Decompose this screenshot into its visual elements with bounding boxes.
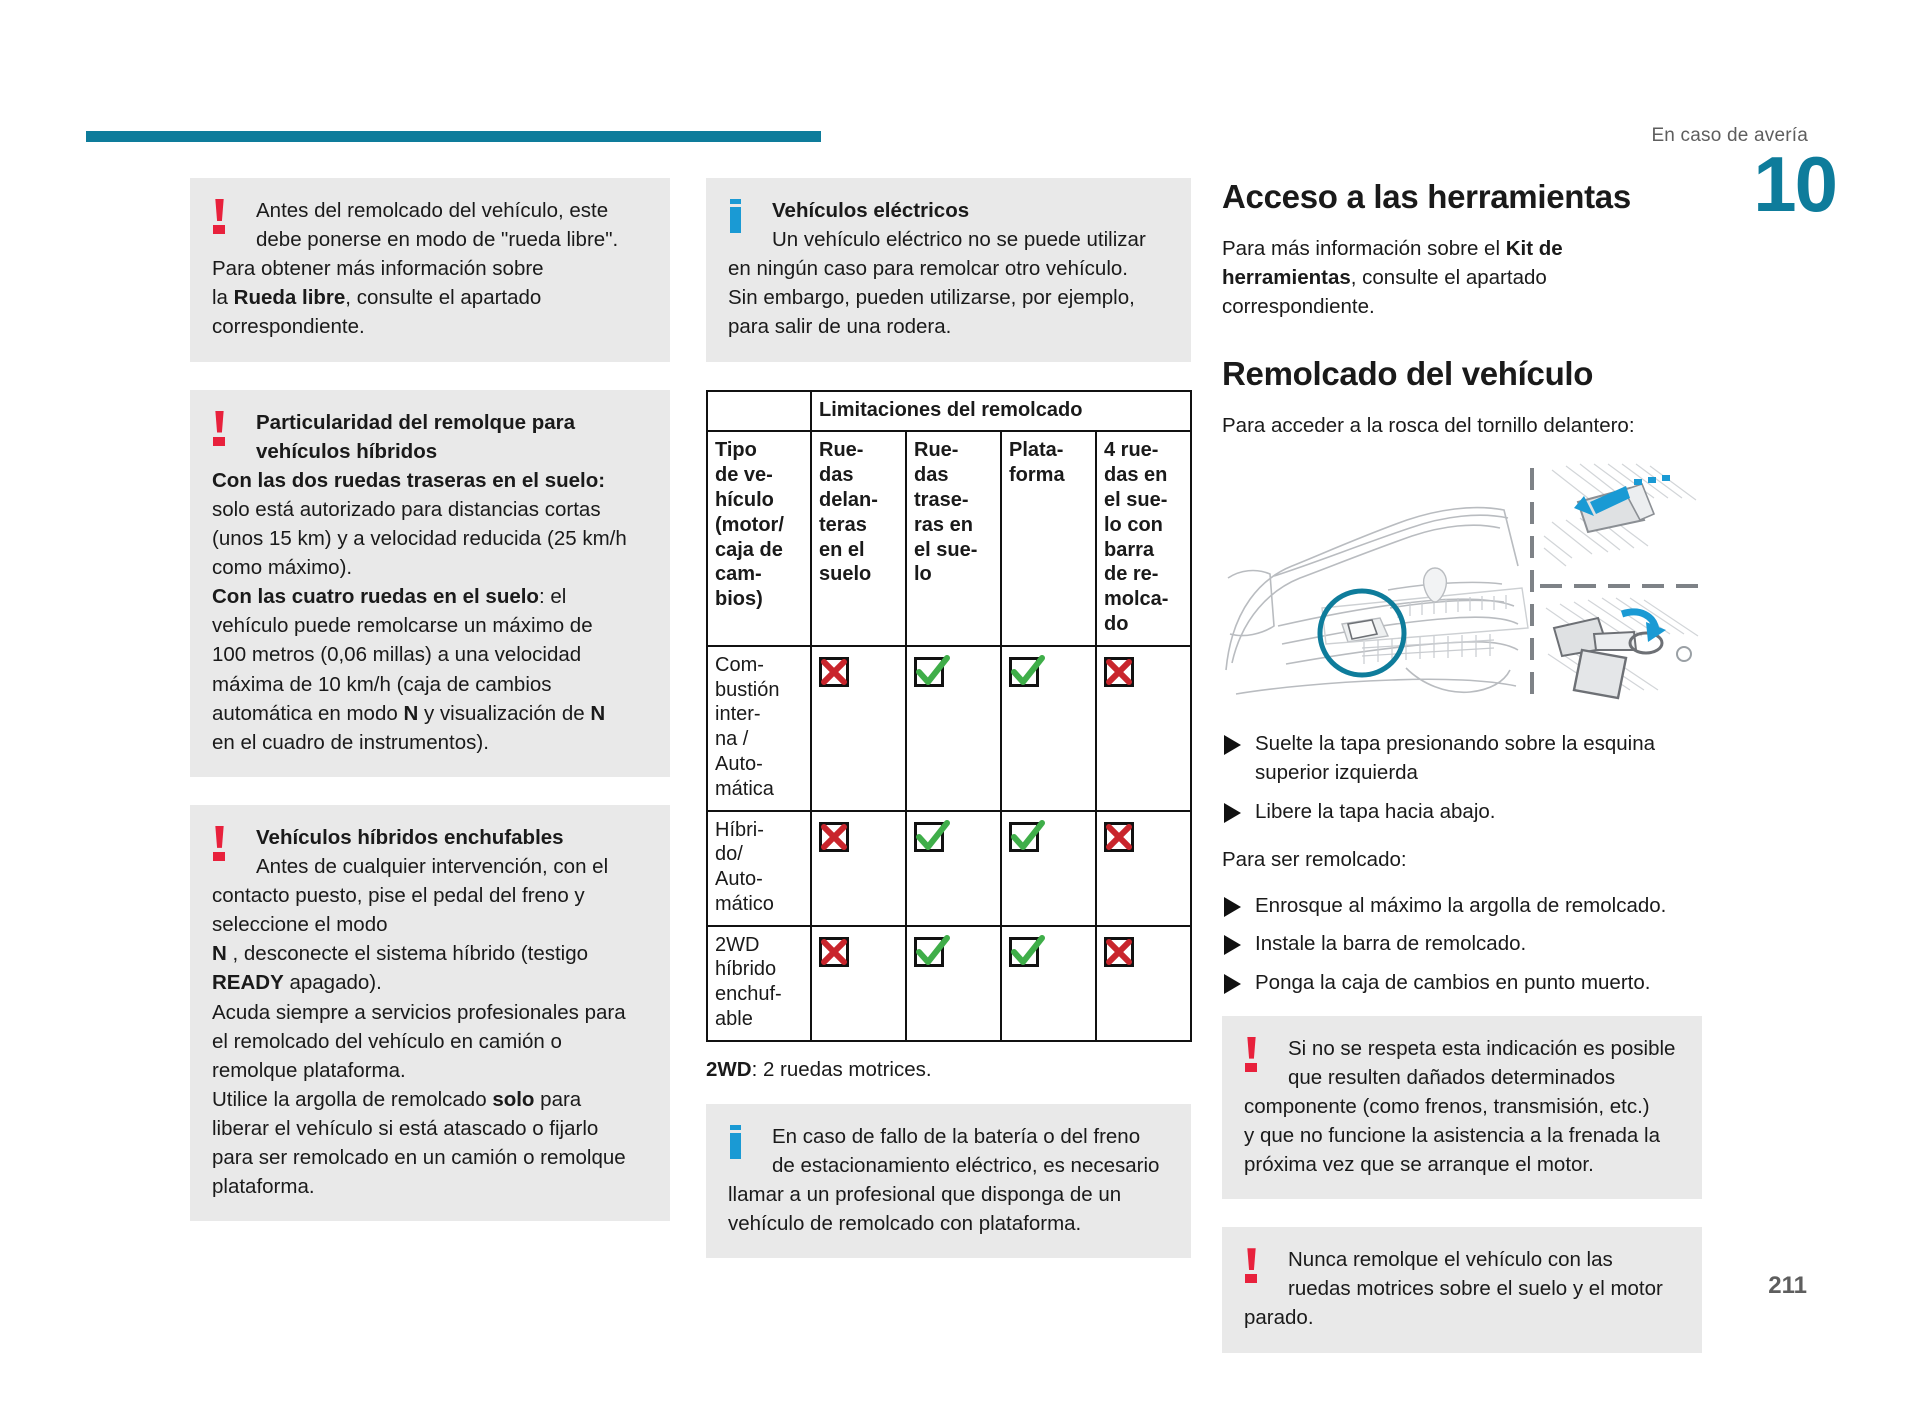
callout-line: para salir de una rodera. — [728, 315, 952, 339]
cross-icon — [1104, 657, 1134, 687]
cross-icon — [819, 657, 849, 687]
table-cell-status-cross — [1096, 811, 1191, 926]
page-number: 211 — [1768, 1272, 1807, 1299]
breadcrumb: En caso de avería — [1651, 125, 1808, 146]
table-cell-empty — [707, 391, 811, 432]
callout-line: vehículo puede remolcarse un máximo de — [212, 614, 593, 638]
warning-callout-hybrid-towing — [190, 390, 670, 777]
table-cell-status-check — [1001, 811, 1096, 926]
callout-line: la Rueda libre, consulte el apartado — [212, 286, 542, 310]
warning-icon — [212, 826, 226, 860]
callout-line: debe ponerse en modo de "rueda libre". — [256, 228, 619, 252]
callout-line: ruedas motrices sobre el suelo y el motor — [1288, 1277, 1663, 1301]
towing-limitations-table — [706, 390, 1192, 1042]
bullet-item — [1222, 730, 1702, 787]
callout-line: como máximo). — [212, 556, 353, 580]
table-cell-status-cross — [811, 811, 906, 926]
table-row-header — [707, 431, 1191, 645]
column-left — [190, 178, 670, 1249]
callout-line: liberar el vehículo si está atascado o fijarlo — [212, 1116, 599, 1140]
table-row-span-header — [707, 391, 1191, 432]
check-icon — [914, 937, 944, 967]
callout-line: Un vehículo eléctrico no se puede utilizar — [772, 228, 1146, 252]
section-heading-vehicle-towing: Remolcado del vehículo — [1222, 355, 1594, 393]
callout-line: máxima de 10 km/h (caja de cambios — [212, 672, 552, 696]
table-cell-status-cross — [811, 646, 906, 811]
callout-line: contacto puesto, pise el pedal del freno y — [212, 884, 585, 908]
table-cell-status-check — [1001, 646, 1096, 811]
triangle-bullet-icon — [1224, 803, 1241, 823]
bullet-text: Suelte la tapa presionando sobre la esquina superior izquierda — [1255, 732, 1656, 785]
tools-access-paragraph: Para más información sobre el Kit de herramientas, consulte el apartado correspondiente. — [1222, 237, 1563, 319]
callout-line: remolque plataforma. — [212, 1058, 406, 1082]
callout-line: READY apagado). — [212, 971, 382, 995]
table-cell-vehicle-type: Com- bustión inter- na / Auto- mática — [707, 646, 811, 811]
callout-line: Para obtener más información sobre — [212, 257, 544, 281]
callout-line: Con las cuatro ruedas en el suelo: el — [212, 585, 567, 609]
triangle-bullet-icon — [1224, 897, 1241, 917]
callout-line: parado. — [1244, 1306, 1314, 1330]
towing-steps-intro: Para ser remolcado: — [1222, 847, 1407, 871]
callout-line: Utilice la argolla de remolcado solo para — [212, 1087, 582, 1111]
callout-line: automática en modo N y visualización de N — [212, 701, 606, 725]
callout-line: En caso de fallo de la batería o del freno — [772, 1124, 1141, 1148]
column-right — [1222, 178, 1702, 1381]
callout-line: de estacionamiento eléctrico, es necesario — [772, 1153, 1160, 1177]
callout-line: Antes del remolcado del vehículo, este — [256, 199, 609, 222]
check-icon — [914, 657, 944, 687]
callout-line: en el cuadro de instrumentos). — [212, 730, 489, 754]
cross-icon — [819, 937, 849, 967]
callout-line: y que no funcione la asistencia a la frenada la — [1244, 1124, 1660, 1147]
table-col-header-platform: Plata- forma — [1001, 431, 1096, 645]
check-icon — [914, 822, 944, 852]
warning-icon — [1244, 1248, 1258, 1282]
callout-line: correspondiente. — [212, 315, 365, 339]
table-cell-status-cross — [1096, 926, 1191, 1041]
callout-line: solo está autorizado para distancias cortas — [212, 497, 601, 521]
triangle-bullet-icon — [1224, 974, 1241, 994]
warning-callout-damage-risk — [1222, 1016, 1702, 1200]
table-footnote-term: 2WD — [706, 1057, 752, 1081]
callout-line: que resulten dañados determinados — [1288, 1065, 1616, 1089]
table-col-header-type: Tipo de ve- hículo (motor/ caja de cam- bios) — [707, 431, 811, 645]
triangle-bullet-icon — [1224, 935, 1241, 955]
bullet-text: Instale la barra de remolcado. — [1255, 932, 1527, 956]
table-col-header-rear-wheels: Rue- das trase- ras en el sue- lo — [906, 431, 1001, 645]
bullet-item — [1222, 930, 1702, 959]
callout-line: componente (como frenos, transmisión, etc.) — [1244, 1094, 1650, 1118]
bullet-text: Ponga la caja de cambios en punto muerto. — [1255, 970, 1651, 994]
callout-line: Si no se respeta esta indicación es posible — [1288, 1036, 1676, 1060]
callout-line: próxima vez que se arranque el motor. — [1244, 1153, 1594, 1177]
bullet-text: Libere la tapa hacia abajo. — [1255, 799, 1496, 823]
section-heading-tools-access: Acceso a las herramientas — [1222, 178, 1631, 215]
check-icon — [1009, 657, 1039, 687]
table-cell-status-cross — [1096, 646, 1191, 811]
callout-line: Con las dos ruedas traseras en el suelo: — [212, 468, 606, 492]
warning-icon — [212, 411, 226, 445]
callout-line: llamar a un profesional que disponga de un — [728, 1183, 1122, 1207]
callout-line: Antes de cualquier intervención, con el — [256, 854, 609, 878]
table-cell-status-check — [906, 811, 1001, 926]
bullet-list-release-cover — [1222, 730, 1702, 826]
table-col-header-front-wheels: Rue- das delan- teras en el suelo — [811, 431, 906, 645]
warning-icon — [212, 199, 226, 233]
table-footnote-text: : 2 ruedas motrices. — [751, 1057, 932, 1081]
table-footnote — [706, 1058, 1191, 1082]
callout-line: para ser remolcado en un camión o remolque — [212, 1146, 626, 1170]
table-span-header: Limitaciones del remolcado — [811, 391, 1191, 432]
callout-line: Sin embargo, pueden utilizarse, por ejemplo, — [728, 286, 1135, 310]
check-icon — [1009, 937, 1039, 967]
info-callout-battery-failure — [706, 1104, 1191, 1258]
column-middle — [706, 178, 1191, 1286]
header-accent-rule — [86, 131, 821, 142]
warning-icon — [1244, 1037, 1258, 1071]
warning-callout-never-tow — [1222, 1227, 1702, 1352]
table-cell-status-check — [1001, 926, 1096, 1041]
towing-intro-paragraph: Para acceder a la rosca del tornillo delantero: — [1222, 414, 1635, 438]
callout-line: Acuda siempre a servicios profesionales para — [212, 1000, 626, 1024]
triangle-bullet-icon — [1224, 735, 1241, 755]
bullet-item — [1222, 892, 1702, 921]
callout-line: (unos 15 km) y a velocidad reducida (25 km/h — [212, 526, 627, 550]
table-row — [707, 646, 1191, 811]
info-callout-electric-vehicles — [706, 178, 1191, 362]
bullet-text: Enrosque al máximo la argolla de remolcado. — [1255, 893, 1667, 917]
table-cell-status-check — [906, 926, 1001, 1041]
table-cell-vehicle-type: Híbri- do/ Auto- mático — [707, 811, 811, 926]
table-col-header-four-wheels-bar: 4 rue- das en el sue- lo con barra de re- molca- do — [1096, 431, 1191, 645]
info-icon — [728, 1125, 742, 1159]
cross-icon — [1104, 822, 1134, 852]
callout-heading-line: vehículos híbridos — [256, 439, 438, 463]
callout-line: N , desconecte el sistema híbrido (testigo — [212, 942, 589, 966]
callout-heading-line: Vehículos híbridos enchufables — [256, 825, 564, 849]
callout-line: vehículo de remolcado con plataforma. — [728, 1212, 1082, 1236]
callout-line: en ningún caso para remolcar otro vehículo. — [728, 257, 1128, 281]
callout-line: Nunca remolque el vehículo con las — [1288, 1248, 1613, 1272]
callout-heading-line: Particularidad del remolque para — [256, 410, 575, 434]
table-row — [707, 926, 1191, 1041]
table-cell-vehicle-type: 2WD híbrido enchuf- able — [707, 926, 811, 1041]
table-row — [707, 811, 1191, 926]
cross-icon — [819, 822, 849, 852]
bullet-item — [1222, 798, 1702, 827]
warning-callout-freewheel — [190, 178, 670, 362]
table-cell-status-cross — [811, 926, 906, 1041]
table-cell-status-check — [906, 646, 1001, 811]
callout-line: seleccione el modo — [212, 913, 388, 937]
callout-emphasis: Rueda libre — [233, 286, 346, 310]
bullet-item — [1222, 969, 1702, 998]
check-icon — [1009, 822, 1039, 852]
chapter-number: 10 — [1753, 140, 1836, 228]
callout-line: 100 metros (0,06 millas) a una velocidad — [212, 643, 582, 667]
warning-callout-plugin-hybrid — [190, 805, 670, 1221]
info-icon — [728, 199, 742, 233]
callout-line: plataforma. — [212, 1175, 315, 1199]
callout-heading-line: Vehículos eléctricos — [772, 199, 970, 222]
front-tow-hook-cover-diagram — [1222, 458, 1702, 708]
callout-line: el remolcado del vehículo en camión o — [212, 1029, 562, 1053]
cross-icon — [1104, 937, 1134, 967]
bullet-list-towing-steps — [1222, 892, 1702, 998]
